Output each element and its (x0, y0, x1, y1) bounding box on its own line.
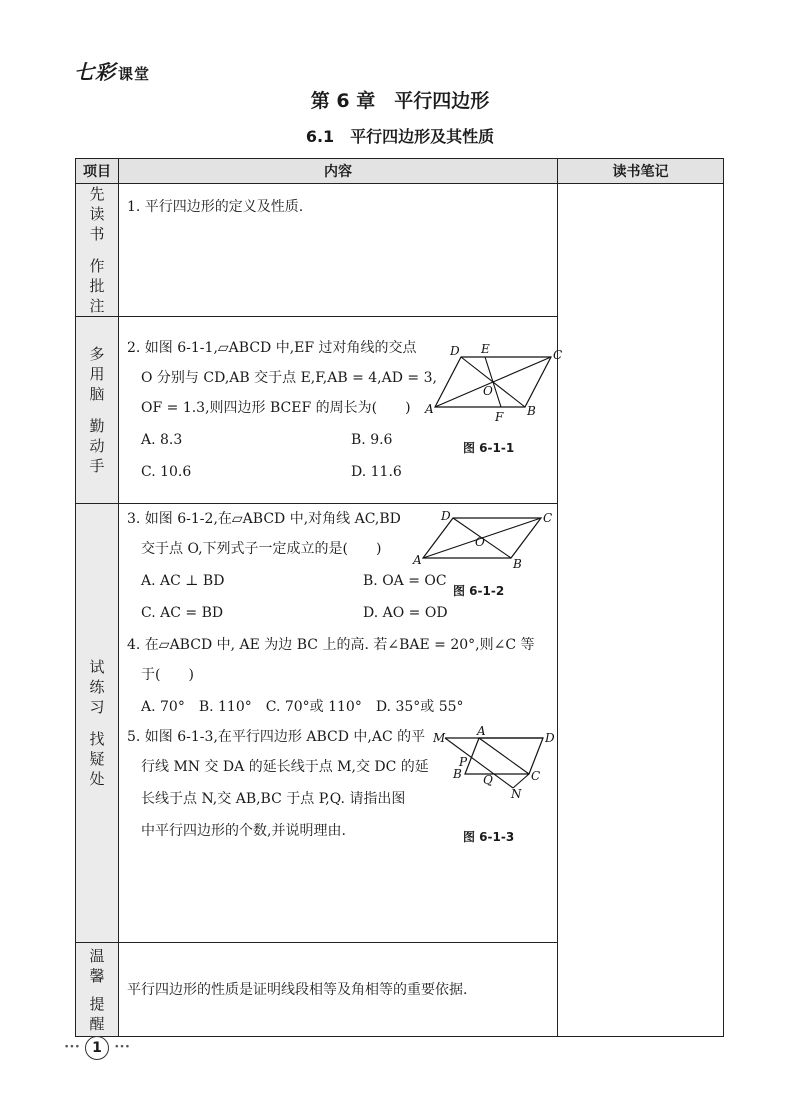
q3-line-1: 3. 如图 6-1-2,在▱ABCD 中,对角线 AC,BD (127, 511, 401, 527)
label-char: 练 (89, 678, 105, 696)
label-char: 醒 (89, 1014, 105, 1033)
q3-option-a: A. AC ⊥ BD (141, 573, 225, 589)
label-char: 试 (89, 658, 105, 676)
publisher-logo (74, 56, 150, 85)
point-label: N (511, 787, 522, 801)
tip-text: 平行四边形的性质是证明线段相等及角相等的重要依据. (127, 982, 468, 998)
label-char: 手 (89, 457, 105, 475)
q2-line-2: O 分别与 CD,AB 交于点 E,F,AB = 4,AD = 3, (141, 370, 437, 386)
point-label: A (425, 402, 434, 416)
logo-subtext: 课堂 (118, 65, 151, 83)
point-label: A (477, 724, 486, 738)
label-char: 作 (89, 257, 105, 275)
label-char: 馨 (89, 966, 105, 985)
label-gap (89, 404, 105, 416)
logo-text: 七彩 (74, 60, 116, 84)
label-gap (89, 717, 105, 729)
q4-line-2: 于( ) (141, 667, 194, 683)
point-label: A (413, 553, 422, 567)
q3-option-d: D. AO = OD (363, 605, 448, 621)
point-label: D (545, 731, 555, 745)
label-char: 脑 (89, 385, 105, 403)
point-label: M (433, 731, 446, 745)
figure-6-1-3 (433, 724, 555, 801)
q2-line-3: OF = 1.3,则四边形 BCEF 的周长为( ) (141, 400, 411, 416)
point-label: F (495, 410, 504, 424)
label-char: 多 (89, 345, 105, 363)
header-content: 内容 (119, 159, 558, 184)
label-char: 疑 (89, 750, 105, 768)
study-table (75, 158, 724, 1037)
content-practice (119, 317, 563, 504)
point-label: B (513, 557, 522, 571)
q4-options: A. 70° B. 110° C. 70°或 110° D. 35°或 55° (141, 699, 464, 715)
point-label: O (475, 535, 485, 549)
label-char: 找 (89, 730, 105, 748)
content-read (119, 184, 558, 317)
label-char: 读 (89, 205, 105, 223)
label-char: 习 (89, 698, 105, 716)
point-label: E (481, 342, 490, 356)
label-gap (89, 986, 105, 994)
q5-line-4: 中平行四边形的个数,并说明理由. (141, 823, 346, 839)
section-title: 6.1 平行四边形及其性质 (305, 127, 495, 146)
label-char: 勤 (89, 417, 105, 435)
footer-dots-right: ••• (114, 1042, 131, 1053)
figure-caption-6-1-1: 图 6-1-1 (463, 441, 515, 455)
figure-caption-6-1-2: 图 6-1-2 (453, 584, 505, 598)
label-char: 提 (89, 994, 105, 1013)
figure-caption-6-1-3: 图 6-1-3 (463, 830, 515, 844)
figure-6-1-2 (413, 509, 553, 571)
label-char: 书 (89, 225, 105, 243)
point-label: D (441, 509, 451, 523)
point-label: C (553, 348, 563, 362)
q2-line-1: 2. 如图 6-1-1,▱ABCD 中,EF 过对角线的交点 (127, 340, 417, 356)
q2-option-a: A. 8.3 (141, 432, 183, 448)
row-label-try (76, 504, 119, 943)
chapter-title: 第 6 章 平行四边形 (310, 90, 490, 112)
point-label: Q (483, 773, 493, 787)
label-char: 处 (89, 770, 105, 788)
page-number: 1 (85, 1036, 109, 1060)
row-label-practice (76, 317, 119, 504)
read-item-1: 1. 平行四边形的定义及性质. (127, 199, 304, 215)
q2-option-d: D. 11.6 (351, 464, 402, 480)
q5-line-2: 行线 MN 交 DA 的延长线于点 M,交 DC 的延 (141, 759, 429, 775)
label-char: 动 (89, 437, 105, 455)
q5-line-3: 长线于点 N,交 AB,BC 于点 P,Q. 请指出图 (141, 791, 406, 807)
point-label: C (531, 769, 541, 783)
q3-option-b: B. OA = OC (363, 573, 447, 589)
reading-notes-area[interactable] (558, 184, 724, 1037)
point-label: B (453, 767, 462, 781)
table-row-read (76, 184, 724, 317)
row-label-read (76, 184, 119, 317)
header-item: 项目 (76, 159, 119, 184)
q4-line-1: 4. 在▱ABCD 中, AE 为边 BC 上的高. 若∠BAE = 20°,则∠C 等 (127, 637, 535, 653)
point-label: B (527, 404, 536, 418)
footer-dots-left: ••• (64, 1042, 80, 1053)
content-tip (119, 943, 558, 1037)
point-label: C (543, 511, 553, 525)
q2-option-c: C. 10.6 (141, 464, 192, 480)
page-footer (64, 1036, 130, 1060)
q5-line-1: 5. 如图 6-1-3,在平行四边形 ABCD 中,AC 的平 (127, 729, 426, 745)
label-gap (89, 244, 105, 256)
figure-6-1-1 (425, 342, 563, 424)
label-char: 温 (89, 946, 105, 965)
row-label-tip (76, 943, 119, 1037)
label-char: 先 (89, 185, 105, 203)
q2-option-b: B. 9.6 (351, 432, 393, 448)
label-char: 批 (89, 277, 105, 295)
label-char: 用 (89, 365, 105, 383)
q3-option-c: C. AC = BD (141, 605, 224, 621)
point-label: P (459, 755, 468, 769)
header-notes: 读书笔记 (558, 159, 724, 184)
table-header-row (76, 159, 724, 184)
point-label: O (483, 384, 493, 398)
point-label: D (450, 344, 460, 358)
content-try (119, 504, 558, 943)
label-char: 注 (89, 297, 105, 315)
q3-line-2: 交于点 O,下列式子一定成立的是( ) (141, 541, 382, 557)
